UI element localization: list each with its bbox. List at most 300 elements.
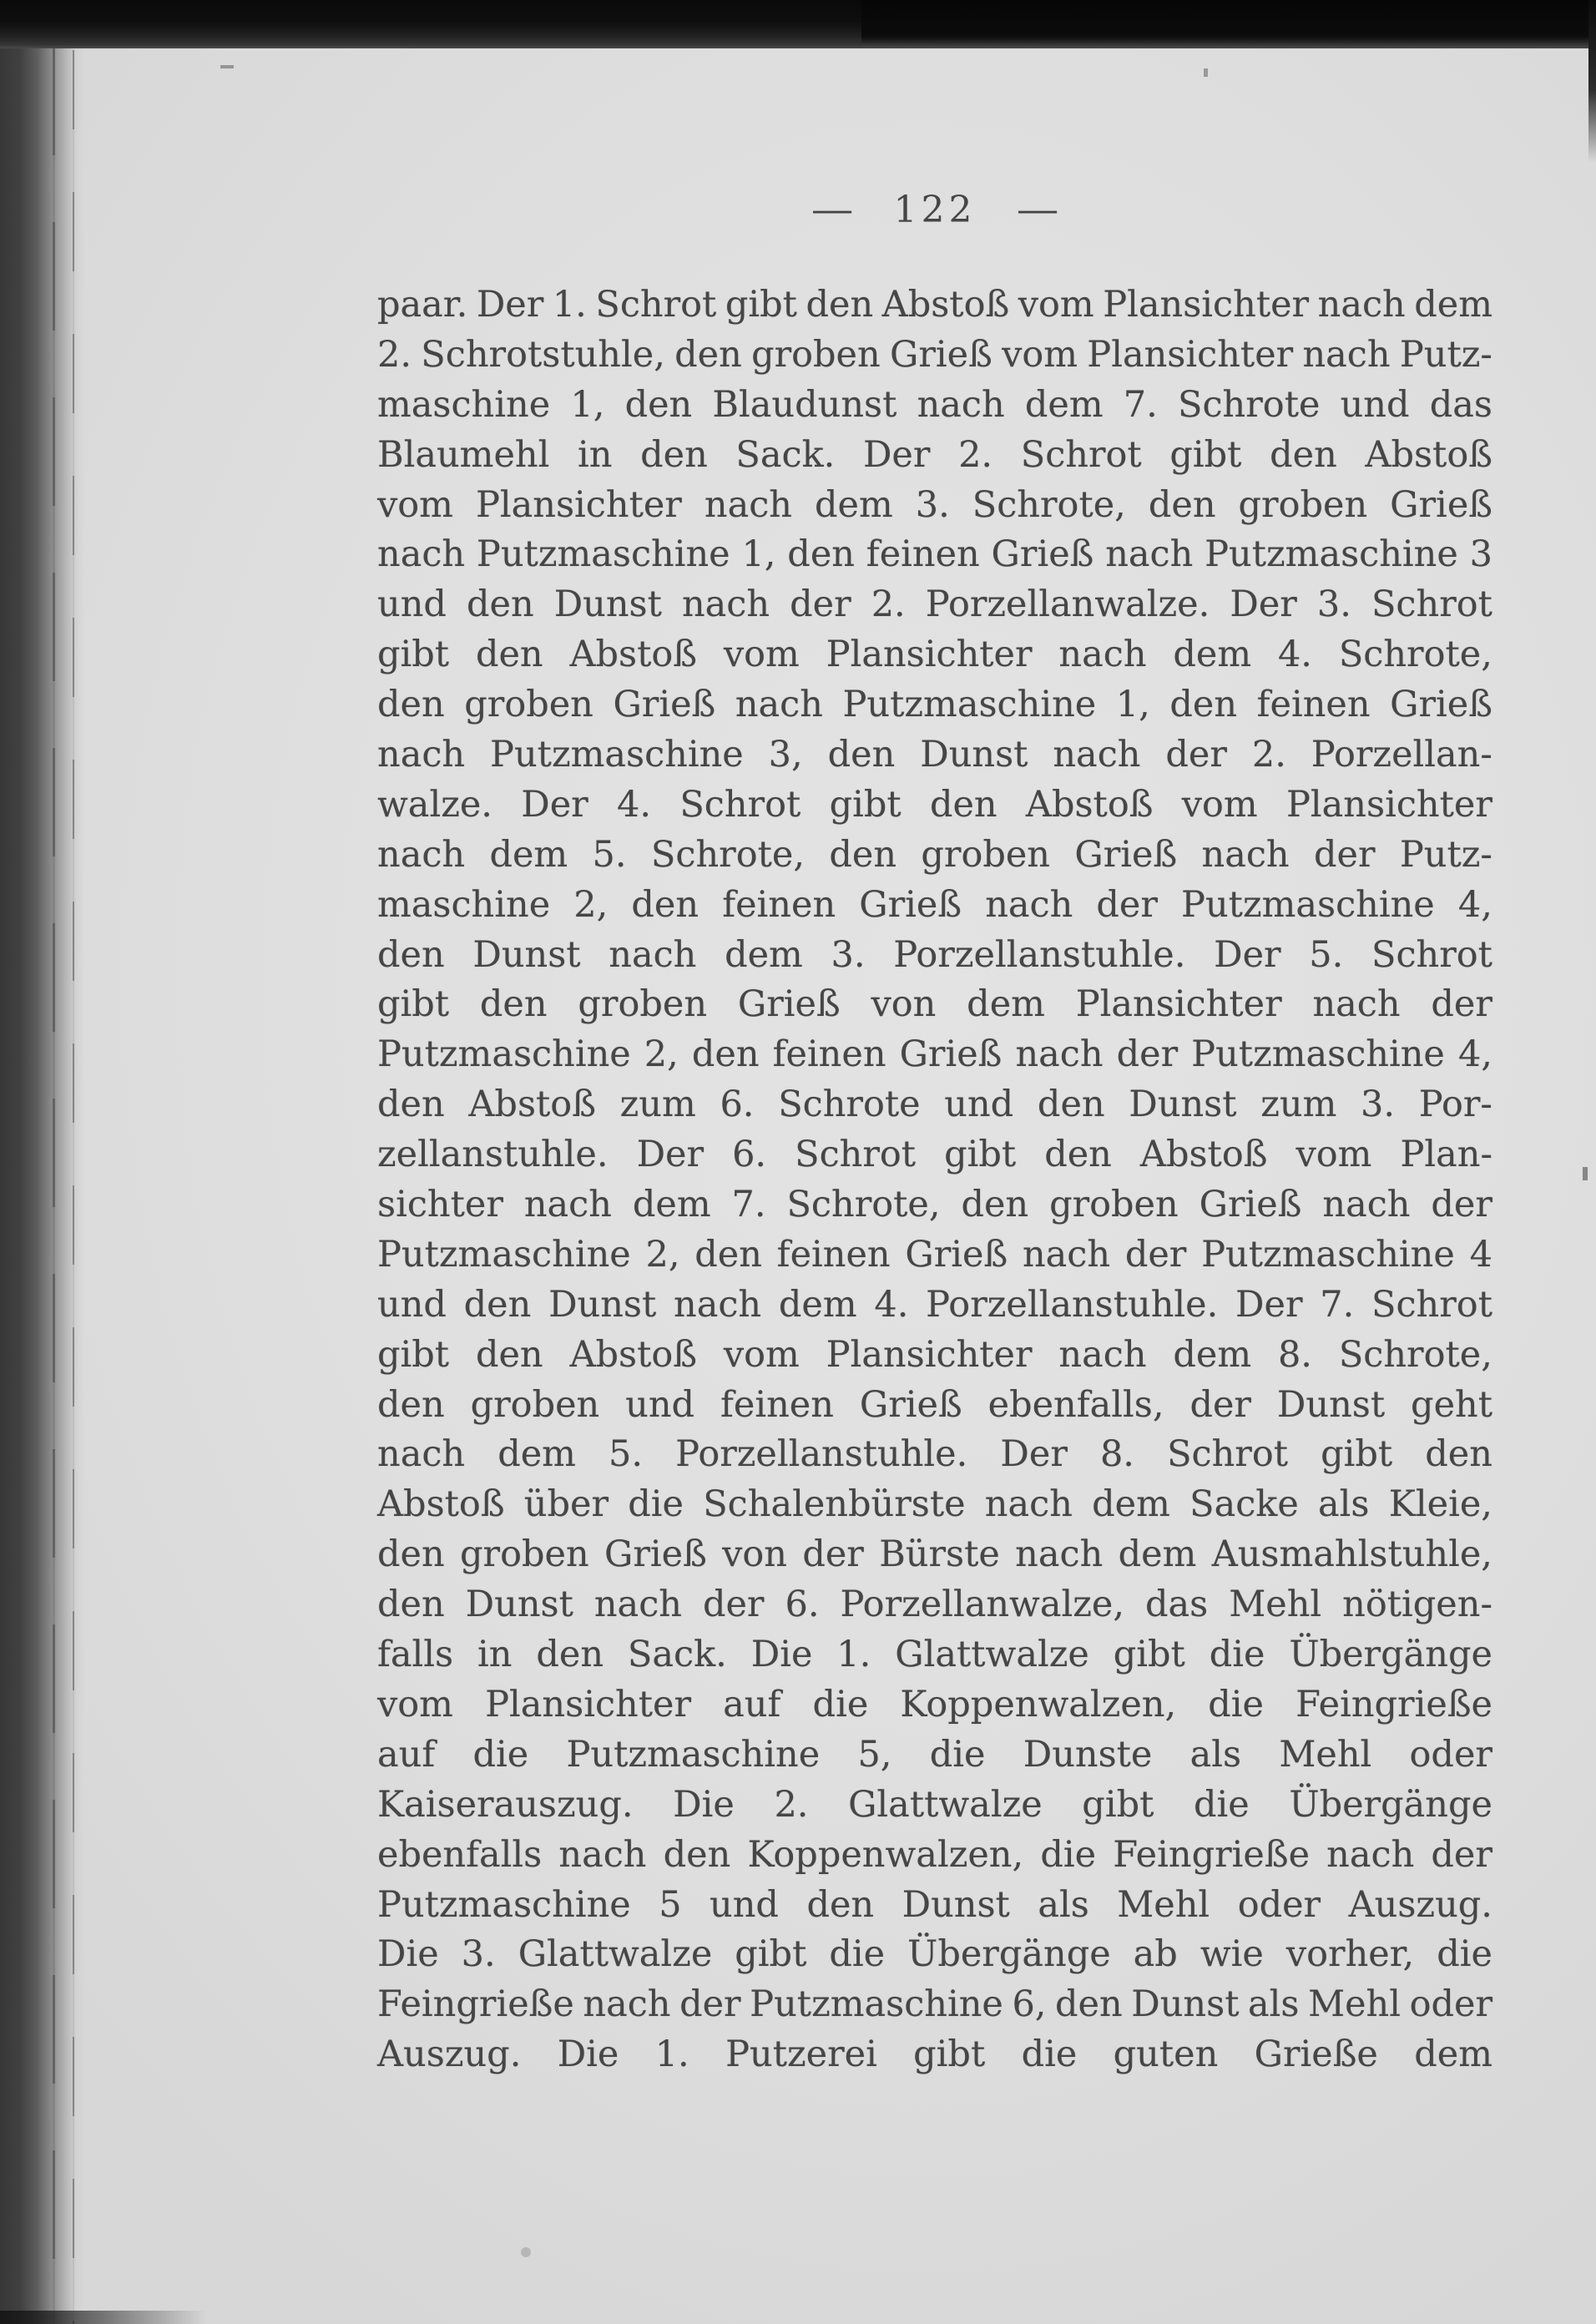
word: das bbox=[1145, 1584, 1209, 1626]
word: Schrot bbox=[1371, 933, 1492, 976]
word: Abstoß bbox=[1139, 1134, 1268, 1176]
word: gibt bbox=[1082, 1783, 1154, 1826]
text-line bbox=[377, 1130, 1492, 1180]
text-line bbox=[377, 431, 1492, 481]
word: Porzellanstuhle. bbox=[893, 933, 1186, 976]
word: zum bbox=[1260, 1084, 1337, 1126]
word: 3, bbox=[768, 734, 803, 776]
word: gibt bbox=[377, 983, 450, 1026]
word: feinen bbox=[720, 1383, 834, 1426]
word: Schrote, bbox=[1338, 1333, 1492, 1376]
word: den bbox=[1044, 1134, 1112, 1176]
word: oder bbox=[1409, 1983, 1492, 2026]
word: groben bbox=[470, 1383, 600, 1426]
word: dem bbox=[497, 1433, 576, 1476]
word: 8. bbox=[1099, 1433, 1134, 1476]
word: Der bbox=[476, 284, 544, 326]
word: nach bbox=[1015, 1533, 1104, 1576]
word: ebenfalls bbox=[377, 1833, 543, 1876]
text-line bbox=[377, 1580, 1492, 1630]
word: Abstoß bbox=[569, 634, 697, 676]
word: feinen bbox=[776, 1233, 891, 1276]
word: über bbox=[523, 1483, 609, 1526]
word: nach bbox=[1302, 333, 1391, 376]
word: 5, bbox=[857, 1733, 892, 1776]
word: den bbox=[377, 933, 445, 976]
word: als bbox=[1189, 1733, 1242, 1776]
text-line bbox=[377, 730, 1492, 781]
word: gibt bbox=[913, 2034, 986, 2076]
word: Putzmaschine bbox=[750, 1983, 1003, 2026]
word: paar. bbox=[377, 284, 468, 326]
word: der bbox=[1124, 1233, 1187, 1276]
word: Grieße bbox=[1254, 2034, 1378, 2076]
word: ebenfalls, bbox=[987, 1383, 1164, 1426]
word: von bbox=[871, 983, 937, 1026]
word: der bbox=[1431, 1184, 1492, 1226]
word: Bürste bbox=[879, 1533, 1000, 1576]
word: den bbox=[961, 1184, 1029, 1226]
word: dem bbox=[778, 1283, 857, 1326]
word: nach bbox=[1015, 1033, 1104, 1076]
word: gibt bbox=[1321, 1433, 1393, 1476]
word: Porzellanstuhle. bbox=[926, 1283, 1219, 1326]
text-line bbox=[377, 680, 1492, 730]
word: vom bbox=[1181, 783, 1258, 826]
word: die bbox=[1208, 1683, 1265, 1725]
word: Por- bbox=[1418, 1084, 1492, 1126]
word: dem bbox=[1024, 383, 1104, 426]
word: groben bbox=[751, 333, 881, 376]
word: Dunste bbox=[1023, 1733, 1153, 1776]
word: nach bbox=[735, 684, 823, 726]
word: falls bbox=[377, 1634, 454, 1676]
word: nach bbox=[704, 483, 792, 526]
word: nach bbox=[1322, 1184, 1411, 1226]
word: die bbox=[1040, 1833, 1097, 1876]
word: 1. bbox=[552, 284, 587, 326]
word: den bbox=[1425, 1433, 1492, 1476]
word: Schrote, bbox=[650, 833, 805, 876]
text-line bbox=[377, 781, 1492, 831]
word: in bbox=[578, 433, 613, 476]
word: Grieß bbox=[1074, 833, 1178, 876]
word: Blaumehl bbox=[377, 433, 550, 476]
word: und bbox=[1340, 383, 1410, 426]
word: Grieß bbox=[1390, 483, 1492, 526]
word: 4 bbox=[1469, 1233, 1492, 1276]
word: 4. bbox=[617, 783, 652, 826]
word: Grieß bbox=[613, 684, 716, 726]
page-edge-line bbox=[53, 47, 55, 2324]
word: die bbox=[1021, 2034, 1078, 2076]
word: Dunst bbox=[472, 933, 581, 976]
word: der bbox=[790, 584, 851, 626]
word: auf bbox=[377, 1733, 436, 1776]
text-line bbox=[377, 1630, 1492, 1680]
word: den bbox=[479, 983, 548, 1026]
word: Glattwalze bbox=[518, 1933, 713, 1976]
word: den bbox=[377, 1383, 445, 1426]
word: 3. bbox=[461, 1933, 496, 1976]
word: 1. bbox=[836, 1634, 871, 1676]
word: nach bbox=[674, 1283, 762, 1326]
text-line bbox=[377, 1281, 1492, 1331]
word: den bbox=[475, 634, 543, 676]
word: der bbox=[1165, 734, 1227, 776]
word: 6. bbox=[732, 1134, 767, 1176]
word: vom bbox=[377, 1683, 453, 1725]
text-line bbox=[377, 1430, 1492, 1480]
word: als bbox=[1318, 1483, 1370, 1526]
word: Abstoß bbox=[1025, 783, 1154, 826]
word: 6. bbox=[720, 1084, 755, 1126]
text-line bbox=[377, 630, 1492, 680]
text-line bbox=[377, 1331, 1492, 1381]
word: Übergänge bbox=[1289, 1783, 1492, 1826]
word: Schrot bbox=[595, 284, 717, 326]
text-line bbox=[377, 931, 1492, 981]
word: maschine bbox=[377, 383, 551, 426]
word: 1, bbox=[741, 533, 776, 576]
word: 3. bbox=[1316, 584, 1351, 626]
word: gibt bbox=[377, 634, 450, 676]
header-dash-right: — bbox=[1017, 189, 1059, 231]
word: den bbox=[377, 1084, 445, 1126]
page-number: 122 bbox=[893, 189, 977, 231]
word: Ausmahlstuhle, bbox=[1211, 1533, 1492, 1576]
scan-edge-top bbox=[0, 0, 1596, 48]
word: 3 bbox=[1469, 533, 1492, 576]
word: guten bbox=[1113, 2034, 1219, 2076]
word: 6. bbox=[785, 1584, 820, 1626]
word: Kaiserauszug. bbox=[377, 1783, 634, 1826]
text-line bbox=[377, 1730, 1492, 1781]
word: Abstoß bbox=[377, 1483, 505, 1526]
word: Putzmaschine bbox=[842, 684, 1097, 726]
word: die bbox=[1437, 1933, 1492, 1976]
word: und bbox=[377, 1283, 447, 1326]
text-line bbox=[377, 580, 1492, 630]
word: Mehl bbox=[1308, 1983, 1402, 2026]
word: nach bbox=[609, 933, 697, 976]
word: den bbox=[1055, 1983, 1123, 2026]
word: Dunst bbox=[1276, 1383, 1386, 1426]
word: Putzmaschine bbox=[1181, 883, 1435, 926]
word: Dunst bbox=[1131, 1983, 1240, 2026]
word: den bbox=[631, 883, 700, 926]
text-line bbox=[377, 280, 1492, 331]
word: Der bbox=[1230, 584, 1297, 626]
word: gibt bbox=[1113, 1634, 1185, 1676]
word: den bbox=[806, 1883, 875, 1926]
word: nach bbox=[377, 1433, 466, 1476]
word: Schrot bbox=[1371, 1283, 1492, 1326]
word: der bbox=[1431, 1833, 1492, 1876]
word: Sack. bbox=[627, 1634, 727, 1676]
word: 7. bbox=[1320, 1283, 1355, 1326]
word: Putzmaschine bbox=[1205, 533, 1458, 576]
word: den bbox=[377, 684, 445, 726]
word: als bbox=[1248, 1983, 1300, 2026]
word: den bbox=[1037, 1084, 1105, 1126]
text-line bbox=[377, 481, 1492, 531]
word: Putzmaschine bbox=[490, 734, 744, 776]
word: nach bbox=[558, 1833, 647, 1876]
word: Schrote, bbox=[786, 1184, 941, 1226]
text-line bbox=[377, 1680, 1492, 1730]
word: die bbox=[472, 1733, 529, 1776]
word: 2. bbox=[871, 584, 906, 626]
word: den bbox=[827, 734, 896, 776]
word: Grieß bbox=[859, 1383, 962, 1426]
word: Der bbox=[521, 783, 588, 826]
word: feinen bbox=[772, 1033, 886, 1076]
word: nach bbox=[681, 584, 770, 626]
word: Porzellanstuhle. bbox=[675, 1433, 968, 1476]
text-line bbox=[377, 1831, 1492, 1881]
word: Feingrieße bbox=[1295, 1683, 1492, 1725]
word: nach bbox=[1317, 284, 1406, 326]
word: von bbox=[722, 1533, 787, 1576]
word: dem bbox=[1173, 1333, 1252, 1376]
word: gibt bbox=[735, 1933, 807, 1976]
word: Abstoß bbox=[569, 1333, 697, 1376]
word: die bbox=[829, 1933, 886, 1976]
word: dem bbox=[1092, 1483, 1170, 1526]
word: dem bbox=[814, 483, 893, 526]
word: gibt bbox=[944, 1134, 1017, 1176]
word: nach bbox=[1053, 734, 1141, 776]
word: groben bbox=[921, 833, 1050, 876]
word: oder bbox=[1409, 1733, 1492, 1776]
word: Schrot bbox=[1020, 433, 1142, 476]
word: 6, bbox=[1012, 1983, 1047, 2026]
word: gibt bbox=[377, 1333, 450, 1376]
word: der bbox=[802, 1533, 864, 1576]
word: den bbox=[377, 1533, 445, 1576]
word: 7. bbox=[731, 1184, 766, 1226]
word: 2, bbox=[644, 1033, 679, 1076]
word: Schrot bbox=[795, 1134, 917, 1176]
body-text bbox=[377, 280, 1492, 2080]
word: den bbox=[536, 1634, 604, 1676]
word: Plansichter bbox=[826, 1333, 1033, 1376]
word: und bbox=[710, 1883, 779, 1926]
word: 1. bbox=[654, 2034, 689, 2076]
word: Plansichter bbox=[1075, 983, 1282, 1026]
word: groben bbox=[578, 983, 708, 1026]
word: wie bbox=[1200, 1933, 1264, 1976]
word: Schrot bbox=[679, 783, 801, 826]
word: die bbox=[812, 1683, 869, 1725]
word: Koppenwalzen, bbox=[747, 1833, 1024, 1876]
text-line bbox=[377, 1230, 1492, 1281]
page-edge-line bbox=[73, 50, 74, 2324]
word: vom bbox=[1295, 1134, 1372, 1176]
word: Porzellanwalze. bbox=[925, 584, 1210, 626]
word: vom bbox=[723, 1333, 800, 1376]
word: Dunst bbox=[902, 1883, 1010, 1926]
word: 4. bbox=[1277, 634, 1312, 676]
word: dem bbox=[632, 1184, 711, 1226]
word: Grieß bbox=[1199, 1184, 1302, 1226]
word: den bbox=[466, 584, 534, 626]
text-line bbox=[377, 2030, 1492, 2080]
word: Übergänge bbox=[1289, 1634, 1492, 1676]
text-line bbox=[377, 1930, 1492, 1980]
word: groben bbox=[464, 684, 593, 726]
word: Grieß bbox=[991, 533, 1094, 576]
word: dem bbox=[1118, 1533, 1197, 1576]
scan-speck bbox=[1204, 68, 1208, 77]
word: 1, bbox=[570, 383, 605, 426]
word: Putzmaschine bbox=[377, 1233, 631, 1276]
word: Mehl bbox=[1229, 1584, 1322, 1626]
word: Schrotstuhle, bbox=[421, 333, 665, 376]
word: Sack. bbox=[735, 433, 836, 476]
text-line bbox=[377, 1080, 1492, 1130]
word: Putzmaschine bbox=[1201, 1233, 1455, 1276]
word: Schrot bbox=[1167, 1433, 1289, 1476]
word: groben bbox=[1238, 483, 1368, 526]
word: Plansichter bbox=[1103, 284, 1310, 326]
word: ab bbox=[1133, 1933, 1178, 1976]
word: das bbox=[1429, 383, 1492, 426]
text-line bbox=[377, 831, 1492, 881]
text-line bbox=[377, 1881, 1492, 1931]
word: Schrote, bbox=[972, 483, 1126, 526]
word: den bbox=[691, 1033, 760, 1076]
word: den bbox=[694, 1233, 762, 1276]
word: Grieß bbox=[899, 1033, 1003, 1076]
running-head bbox=[377, 189, 1492, 231]
word: den bbox=[806, 284, 874, 326]
word: die bbox=[929, 1733, 986, 1776]
word: der bbox=[1313, 833, 1376, 876]
word: Putzmaschine bbox=[377, 1033, 631, 1076]
word: Der bbox=[1214, 933, 1281, 976]
word: den bbox=[624, 383, 693, 426]
word: groben bbox=[460, 1533, 589, 1576]
word: den bbox=[929, 783, 998, 826]
word: Schalenbürste bbox=[703, 1483, 966, 1526]
word: Porzellan- bbox=[1311, 734, 1492, 776]
word: groben bbox=[1049, 1184, 1179, 1226]
word: zellanstuhle. bbox=[377, 1134, 609, 1176]
word: Feingrieße bbox=[1113, 1833, 1311, 1876]
word: der bbox=[1116, 1033, 1179, 1076]
word: Putzmaschine bbox=[1191, 1033, 1445, 1076]
word: Dunst bbox=[553, 584, 662, 626]
word: gibt bbox=[725, 284, 797, 326]
word: Dunst bbox=[548, 1283, 657, 1326]
word: Abstoß bbox=[468, 1084, 596, 1126]
word: den bbox=[640, 433, 708, 476]
word: Mehl bbox=[1279, 1733, 1372, 1776]
word: 5. bbox=[592, 833, 627, 876]
text-line bbox=[377, 1180, 1492, 1230]
word: 1, bbox=[1115, 684, 1150, 726]
word: feinen bbox=[1256, 684, 1371, 726]
word: in bbox=[477, 1634, 513, 1676]
word: 2. bbox=[377, 333, 412, 376]
word: der bbox=[1189, 1383, 1251, 1426]
word: Putz- bbox=[1399, 333, 1492, 376]
word: nach bbox=[1022, 1233, 1111, 1276]
word: dem bbox=[725, 933, 803, 976]
word: 5. bbox=[1309, 933, 1344, 976]
word: Der bbox=[1000, 1433, 1068, 1476]
word: Die bbox=[673, 1783, 735, 1826]
word: Feingrieße bbox=[377, 1983, 574, 2026]
word: Sacke bbox=[1189, 1483, 1299, 1526]
word: und bbox=[944, 1084, 1014, 1126]
text-line bbox=[377, 980, 1492, 1030]
word: der bbox=[679, 1983, 741, 2026]
word: Grieß bbox=[859, 883, 962, 926]
word: und bbox=[377, 584, 447, 626]
word: Grieß bbox=[889, 333, 992, 376]
word: den bbox=[1270, 433, 1337, 476]
word: Plansichter bbox=[1285, 783, 1492, 826]
word: Plansichter bbox=[485, 1683, 692, 1725]
word: nach bbox=[1105, 533, 1194, 576]
word: den bbox=[787, 533, 855, 576]
word: feinen bbox=[722, 883, 836, 926]
word: den bbox=[377, 1584, 445, 1626]
word: dem bbox=[1414, 284, 1492, 326]
word: nach bbox=[985, 883, 1073, 926]
word: geht bbox=[1411, 1383, 1492, 1426]
word: Plan- bbox=[1400, 1134, 1492, 1176]
word: der bbox=[1096, 883, 1158, 926]
word: Die bbox=[750, 1634, 813, 1676]
word: gibt bbox=[829, 783, 902, 826]
word: nach bbox=[377, 833, 466, 876]
word: und bbox=[625, 1383, 695, 1426]
word: 5 bbox=[659, 1883, 682, 1926]
word: sichter bbox=[377, 1184, 503, 1226]
word: Der bbox=[862, 433, 931, 476]
word: nach bbox=[1058, 634, 1147, 676]
word: gibt bbox=[1169, 433, 1242, 476]
word: Grieß bbox=[604, 1533, 707, 1576]
scan-corner-smudge bbox=[0, 2311, 275, 2324]
word: walze. bbox=[377, 783, 492, 826]
word: Putzmaschine bbox=[377, 1883, 631, 1926]
text-line bbox=[377, 881, 1492, 931]
word: Die bbox=[377, 1933, 439, 1976]
word: der bbox=[1431, 983, 1492, 1026]
word: den bbox=[1148, 483, 1216, 526]
word: Der bbox=[1235, 1283, 1303, 1326]
text-line bbox=[377, 1480, 1492, 1530]
word: vom bbox=[723, 634, 800, 676]
word: Übergänge bbox=[907, 1933, 1111, 1976]
word: 3. bbox=[831, 933, 866, 976]
word: dem bbox=[1173, 634, 1252, 676]
word: Grieß bbox=[1390, 684, 1492, 726]
word: 4, bbox=[1457, 883, 1492, 926]
word: 4, bbox=[1457, 1033, 1492, 1076]
word: den bbox=[663, 1833, 731, 1876]
word: Putzerei bbox=[725, 2034, 877, 2076]
word: 4. bbox=[874, 1283, 909, 1326]
word: Schrote, bbox=[1338, 634, 1492, 676]
word: nach bbox=[1326, 1833, 1415, 1876]
word: die bbox=[1194, 1783, 1250, 1826]
